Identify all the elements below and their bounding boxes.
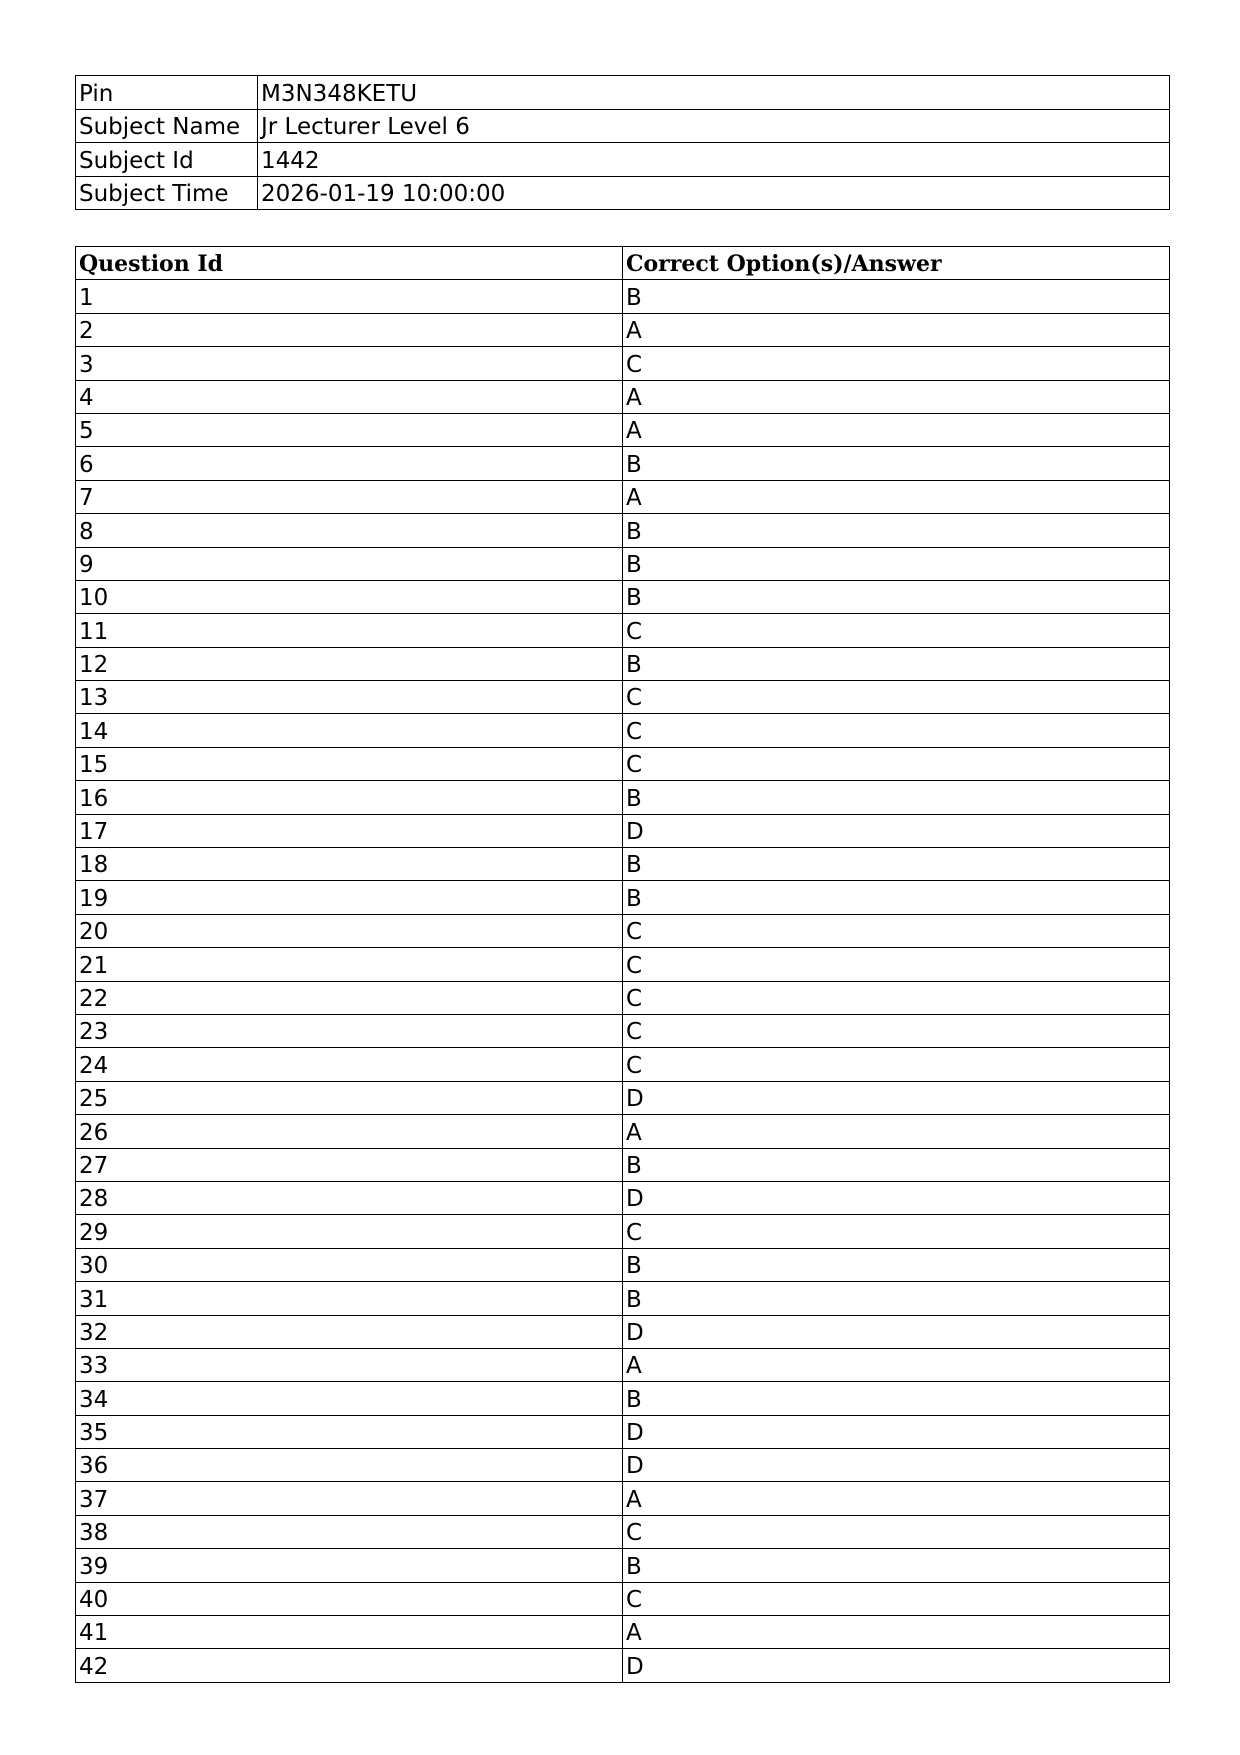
question-id-cell: 25 xyxy=(76,1081,623,1114)
correct-answer-cell: D xyxy=(623,1081,1170,1114)
question-id-cell: 9 xyxy=(76,547,623,580)
question-id-cell: 2 xyxy=(76,313,623,346)
correct-answer-cell: D xyxy=(623,1449,1170,1482)
subject-info-value: 1442 xyxy=(258,143,1170,177)
correct-answer-cell: B xyxy=(623,1382,1170,1415)
question-id-cell: 16 xyxy=(76,781,623,814)
table-row xyxy=(76,1148,1170,1181)
table-row xyxy=(76,580,1170,613)
correct-answer-cell: B xyxy=(623,1282,1170,1315)
header-row xyxy=(76,247,1170,280)
table-row xyxy=(76,1449,1170,1482)
question-id-cell: 23 xyxy=(76,1014,623,1047)
correct-answer-cell: C xyxy=(623,714,1170,747)
subject-info-label: Subject Name xyxy=(76,109,258,143)
question-id-cell: 29 xyxy=(76,1215,623,1248)
correct-answer-cell: B xyxy=(623,647,1170,680)
question-id-cell: 31 xyxy=(76,1282,623,1315)
table-row xyxy=(76,1382,1170,1415)
subject-info-row xyxy=(76,76,1170,110)
table-row xyxy=(76,1014,1170,1047)
table-row xyxy=(76,1115,1170,1148)
correct-answer-cell: B xyxy=(623,781,1170,814)
correct-answer-cell: B xyxy=(623,881,1170,914)
question-id-cell: 28 xyxy=(76,1181,623,1214)
correct-answer-cell: C xyxy=(623,347,1170,380)
table-row xyxy=(76,447,1170,480)
question-id-cell: 14 xyxy=(76,714,623,747)
table-row xyxy=(76,1482,1170,1515)
question-id-cell: 5 xyxy=(76,413,623,446)
correct-answer-cell: D xyxy=(623,814,1170,847)
correct-answer-cell: A xyxy=(623,1482,1170,1515)
question-id-cell: 11 xyxy=(76,614,623,647)
table-row xyxy=(76,413,1170,446)
correct-answer-cell: C xyxy=(623,681,1170,714)
correct-answer-cell: A xyxy=(623,313,1170,346)
question-id-cell: 19 xyxy=(76,881,623,914)
correct-answer-cell: D xyxy=(623,1649,1170,1682)
correct-answer-cell: B xyxy=(623,580,1170,613)
subject-info-value: 2026-01-19 10:00:00 xyxy=(258,176,1170,210)
table-row xyxy=(76,614,1170,647)
correct-answer-cell: C xyxy=(623,914,1170,947)
table-row xyxy=(76,814,1170,847)
question-id-cell: 8 xyxy=(76,514,623,547)
table-row xyxy=(76,1081,1170,1114)
question-id-cell: 24 xyxy=(76,1048,623,1081)
correct-answer-cell: B xyxy=(623,1549,1170,1582)
question-id-cell: 15 xyxy=(76,747,623,780)
question-id-cell: 6 xyxy=(76,447,623,480)
correct-answer-cell: B xyxy=(623,280,1170,313)
answer-key-body xyxy=(76,280,1170,1682)
correct-answer-cell: B xyxy=(623,1148,1170,1181)
table-row xyxy=(76,647,1170,680)
question-id-cell: 40 xyxy=(76,1582,623,1615)
question-id-cell: 18 xyxy=(76,848,623,881)
question-id-cell: 17 xyxy=(76,814,623,847)
correct-answer-cell: C xyxy=(623,1014,1170,1047)
table-row xyxy=(76,781,1170,814)
subject-info-row xyxy=(76,109,1170,143)
correct-answer-cell: C xyxy=(623,1515,1170,1548)
correct-answer-cell: A xyxy=(623,1616,1170,1649)
question-id-cell: 22 xyxy=(76,981,623,1014)
correct-answer-cell: C xyxy=(623,1048,1170,1081)
question-id-cell: 35 xyxy=(76,1415,623,1448)
table-row xyxy=(76,747,1170,780)
table-row xyxy=(76,1181,1170,1214)
subject-info-value: Jr Lecturer Level 6 xyxy=(258,109,1170,143)
table-row xyxy=(76,981,1170,1014)
answer-key-header xyxy=(76,247,1170,280)
correct-answer-cell: B xyxy=(623,447,1170,480)
correct-answer-cell: A xyxy=(623,380,1170,413)
question-id-cell: 42 xyxy=(76,1649,623,1682)
question-id-cell: 26 xyxy=(76,1115,623,1148)
table-row xyxy=(76,1282,1170,1315)
table-row xyxy=(76,914,1170,947)
correct-answer-cell: A xyxy=(623,1115,1170,1148)
question-id-cell: 39 xyxy=(76,1549,623,1582)
table-row xyxy=(76,1348,1170,1381)
table-row xyxy=(76,1048,1170,1081)
table-row xyxy=(76,1649,1170,1682)
question-id-cell: 33 xyxy=(76,1348,623,1381)
question-id-cell: 3 xyxy=(76,347,623,380)
table-row xyxy=(76,1248,1170,1281)
table-row xyxy=(76,1215,1170,1248)
subject-info-row xyxy=(76,143,1170,177)
question-id-cell: 30 xyxy=(76,1248,623,1281)
subject-info-table xyxy=(75,75,1170,210)
table-row xyxy=(76,280,1170,313)
question-id-cell: 32 xyxy=(76,1315,623,1348)
correct-answer-cell: A xyxy=(623,413,1170,446)
question-id-header: Question Id xyxy=(76,247,623,280)
question-id-cell: 10 xyxy=(76,580,623,613)
table-row xyxy=(76,1315,1170,1348)
question-id-cell: 4 xyxy=(76,380,623,413)
correct-answer-header: Correct Option(s)/Answer xyxy=(623,247,1170,280)
subject-info-body xyxy=(76,76,1170,210)
question-id-cell: 37 xyxy=(76,1482,623,1515)
correct-answer-cell: D xyxy=(623,1181,1170,1214)
subject-info-label: Subject Time xyxy=(76,176,258,210)
subject-info-label: Subject Id xyxy=(76,143,258,177)
table-row xyxy=(76,514,1170,547)
table-row xyxy=(76,681,1170,714)
correct-answer-cell: B xyxy=(623,547,1170,580)
correct-answer-cell: C xyxy=(623,747,1170,780)
correct-answer-cell: C xyxy=(623,1582,1170,1615)
correct-answer-cell: D xyxy=(623,1315,1170,1348)
correct-answer-cell: C xyxy=(623,948,1170,981)
table-row xyxy=(76,1582,1170,1615)
correct-answer-cell: D xyxy=(623,1415,1170,1448)
question-id-cell: 20 xyxy=(76,914,623,947)
question-id-cell: 1 xyxy=(76,280,623,313)
table-row xyxy=(76,480,1170,513)
table-row xyxy=(76,1415,1170,1448)
correct-answer-cell: B xyxy=(623,514,1170,547)
question-id-cell: 36 xyxy=(76,1449,623,1482)
correct-answer-cell: C xyxy=(623,981,1170,1014)
subject-info-value: M3N348KETU xyxy=(258,76,1170,110)
table-row xyxy=(76,714,1170,747)
question-id-cell: 38 xyxy=(76,1515,623,1548)
correct-answer-cell: C xyxy=(623,1215,1170,1248)
subject-info-row xyxy=(76,176,1170,210)
table-row xyxy=(76,848,1170,881)
question-id-cell: 12 xyxy=(76,647,623,680)
question-id-cell: 41 xyxy=(76,1616,623,1649)
table-row xyxy=(76,1549,1170,1582)
table-row xyxy=(76,313,1170,346)
correct-answer-cell: A xyxy=(623,1348,1170,1381)
table-row xyxy=(76,547,1170,580)
question-id-cell: 27 xyxy=(76,1148,623,1181)
table-row xyxy=(76,380,1170,413)
table-row xyxy=(76,1616,1170,1649)
subject-info-label: Pin xyxy=(76,76,258,110)
question-id-cell: 13 xyxy=(76,681,623,714)
table-row xyxy=(76,1515,1170,1548)
correct-answer-cell: A xyxy=(623,480,1170,513)
correct-answer-cell: C xyxy=(623,614,1170,647)
question-id-cell: 34 xyxy=(76,1382,623,1415)
answer-key-table xyxy=(75,246,1170,1683)
table-row xyxy=(76,347,1170,380)
correct-answer-cell: B xyxy=(623,1248,1170,1281)
correct-answer-cell: B xyxy=(623,848,1170,881)
table-row xyxy=(76,881,1170,914)
question-id-cell: 7 xyxy=(76,480,623,513)
table-row xyxy=(76,948,1170,981)
question-id-cell: 21 xyxy=(76,948,623,981)
